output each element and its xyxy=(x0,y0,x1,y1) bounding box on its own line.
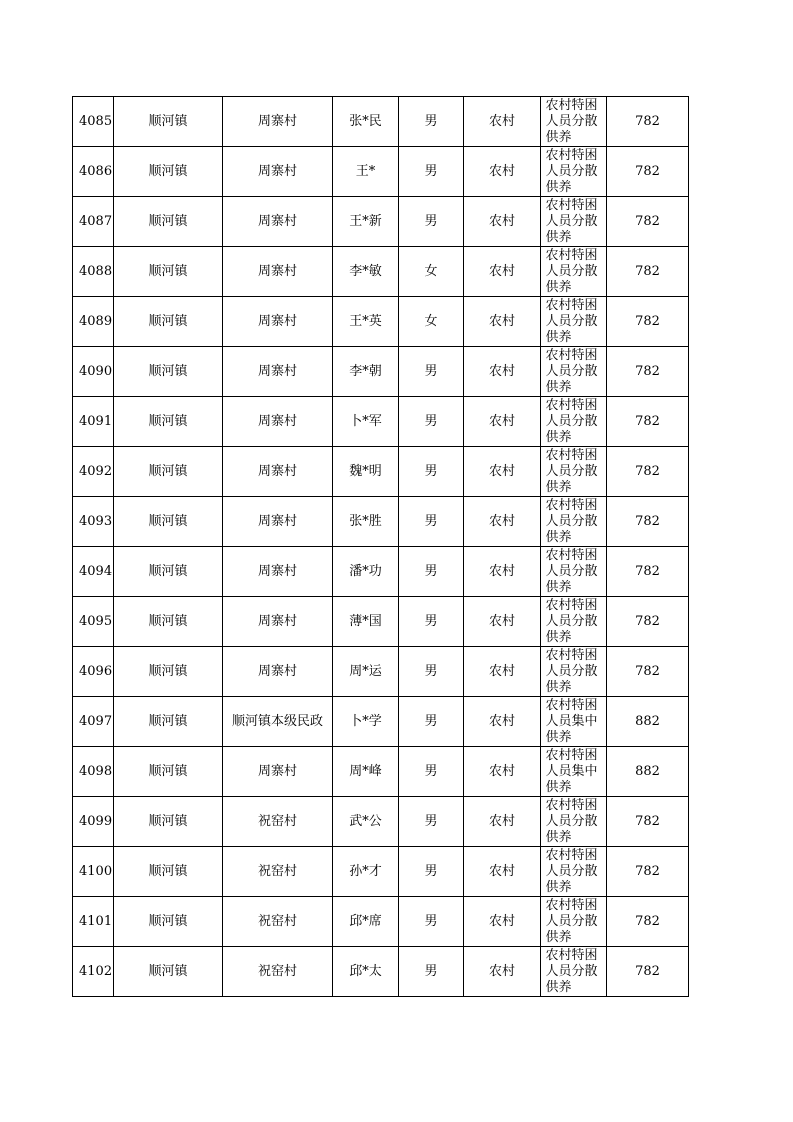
roster-body xyxy=(73,97,689,997)
cell-town: 顺河镇 xyxy=(114,297,223,347)
category-text: 农村特困人员分散供养 xyxy=(545,198,598,244)
cell-town: 顺河镇 xyxy=(114,147,223,197)
cell-category xyxy=(541,897,607,947)
cell-amount: 782 xyxy=(607,97,689,147)
cell-name: 周*峰 xyxy=(333,747,399,797)
table-row xyxy=(73,597,689,647)
table-row xyxy=(73,897,689,947)
cell-category xyxy=(541,547,607,597)
cell-amount: 782 xyxy=(607,497,689,547)
cell-town: 顺河镇 xyxy=(114,597,223,647)
cell-town: 顺河镇 xyxy=(114,347,223,397)
cell-name: 李*敏 xyxy=(333,247,399,297)
table-row xyxy=(73,797,689,847)
cell-category xyxy=(541,147,607,197)
cell-area: 农村 xyxy=(464,647,541,697)
cell-town: 顺河镇 xyxy=(114,747,223,797)
cell-area: 农村 xyxy=(464,597,541,647)
cell-village: 周寨村 xyxy=(223,147,333,197)
cell-id: 4087 xyxy=(73,197,114,247)
cell-id: 4099 xyxy=(73,797,114,847)
table-row xyxy=(73,547,689,597)
cell-id: 4086 xyxy=(73,147,114,197)
cell-town: 顺河镇 xyxy=(114,697,223,747)
table-row xyxy=(73,397,689,447)
category-text: 农村特困人员分散供养 xyxy=(545,448,598,494)
cell-gender: 男 xyxy=(399,197,464,247)
cell-name: 周*运 xyxy=(333,647,399,697)
cell-village: 周寨村 xyxy=(223,447,333,497)
category-text: 农村特困人员分散供养 xyxy=(545,648,598,694)
cell-village: 周寨村 xyxy=(223,547,333,597)
cell-town: 顺河镇 xyxy=(114,797,223,847)
cell-id: 4098 xyxy=(73,747,114,797)
cell-village: 祝窑村 xyxy=(223,897,333,947)
cell-gender: 女 xyxy=(399,297,464,347)
table-row xyxy=(73,947,689,997)
cell-id: 4096 xyxy=(73,647,114,697)
cell-id: 4088 xyxy=(73,247,114,297)
cell-amount: 782 xyxy=(607,197,689,247)
table-row xyxy=(73,297,689,347)
cell-area: 农村 xyxy=(464,847,541,897)
cell-name: 武*公 xyxy=(333,797,399,847)
cell-category xyxy=(541,97,607,147)
cell-amount: 782 xyxy=(607,397,689,447)
cell-category xyxy=(541,747,607,797)
cell-category xyxy=(541,697,607,747)
cell-gender: 男 xyxy=(399,497,464,547)
cell-name: 王*英 xyxy=(333,297,399,347)
cell-village: 周寨村 xyxy=(223,647,333,697)
cell-category xyxy=(541,647,607,697)
cell-gender: 男 xyxy=(399,597,464,647)
cell-gender: 男 xyxy=(399,747,464,797)
cell-amount: 782 xyxy=(607,847,689,897)
cell-category xyxy=(541,947,607,997)
category-text: 农村特困人员分散供养 xyxy=(545,948,598,994)
cell-area: 农村 xyxy=(464,97,541,147)
category-text: 农村特困人员分散供养 xyxy=(545,898,598,944)
cell-name: 邱*太 xyxy=(333,947,399,997)
cell-category xyxy=(541,197,607,247)
cell-village: 周寨村 xyxy=(223,297,333,347)
cell-town: 顺河镇 xyxy=(114,397,223,447)
category-text: 农村特困人员分散供养 xyxy=(545,298,598,344)
cell-name: 孙*才 xyxy=(333,847,399,897)
cell-id: 4097 xyxy=(73,697,114,747)
cell-village: 祝窑村 xyxy=(223,947,333,997)
cell-area: 农村 xyxy=(464,497,541,547)
cell-category xyxy=(541,447,607,497)
cell-id: 4094 xyxy=(73,547,114,597)
cell-amount: 782 xyxy=(607,897,689,947)
table-row xyxy=(73,347,689,397)
table-row xyxy=(73,247,689,297)
category-text: 农村特困人员集中供养 xyxy=(545,698,598,744)
cell-name: 邱*席 xyxy=(333,897,399,947)
cell-area: 农村 xyxy=(464,547,541,597)
cell-town: 顺河镇 xyxy=(114,97,223,147)
cell-category xyxy=(541,497,607,547)
cell-village: 周寨村 xyxy=(223,597,333,647)
cell-id: 4090 xyxy=(73,347,114,397)
cell-amount: 782 xyxy=(607,247,689,297)
cell-gender: 男 xyxy=(399,697,464,747)
cell-town: 顺河镇 xyxy=(114,197,223,247)
cell-category xyxy=(541,597,607,647)
cell-village: 周寨村 xyxy=(223,347,333,397)
table-row xyxy=(73,747,689,797)
cell-amount: 782 xyxy=(607,147,689,197)
cell-town: 顺河镇 xyxy=(114,897,223,947)
category-text: 农村特困人员分散供养 xyxy=(545,598,598,644)
cell-village: 周寨村 xyxy=(223,247,333,297)
category-text: 农村特困人员分散供养 xyxy=(545,348,598,394)
cell-amount: 782 xyxy=(607,297,689,347)
cell-gender: 男 xyxy=(399,147,464,197)
roster-table xyxy=(72,96,689,997)
cell-town: 顺河镇 xyxy=(114,647,223,697)
cell-gender: 男 xyxy=(399,397,464,447)
cell-amount: 882 xyxy=(607,697,689,747)
cell-village: 祝窑村 xyxy=(223,847,333,897)
cell-name: 张*胜 xyxy=(333,497,399,547)
cell-amount: 882 xyxy=(607,747,689,797)
category-text: 农村特困人员分散供养 xyxy=(545,398,598,444)
cell-area: 农村 xyxy=(464,147,541,197)
cell-category xyxy=(541,847,607,897)
cell-id: 4085 xyxy=(73,97,114,147)
cell-name: 李*朝 xyxy=(333,347,399,397)
cell-name: 卜*军 xyxy=(333,397,399,447)
table-row xyxy=(73,697,689,747)
cell-village: 顺河镇本级民政 xyxy=(223,697,333,747)
cell-amount: 782 xyxy=(607,547,689,597)
cell-name: 薄*国 xyxy=(333,597,399,647)
cell-area: 农村 xyxy=(464,347,541,397)
cell-category xyxy=(541,247,607,297)
cell-area: 农村 xyxy=(464,447,541,497)
table-row xyxy=(73,847,689,897)
cell-gender: 男 xyxy=(399,947,464,997)
cell-area: 农村 xyxy=(464,947,541,997)
cell-gender: 男 xyxy=(399,897,464,947)
cell-town: 顺河镇 xyxy=(114,497,223,547)
cell-village: 周寨村 xyxy=(223,97,333,147)
cell-town: 顺河镇 xyxy=(114,847,223,897)
cell-name: 王* xyxy=(333,147,399,197)
category-text: 农村特困人员集中供养 xyxy=(545,748,598,794)
cell-area: 农村 xyxy=(464,797,541,847)
cell-amount: 782 xyxy=(607,647,689,697)
cell-gender: 男 xyxy=(399,97,464,147)
cell-gender: 男 xyxy=(399,547,464,597)
cell-area: 农村 xyxy=(464,297,541,347)
category-text: 农村特困人员分散供养 xyxy=(545,498,598,544)
cell-amount: 782 xyxy=(607,797,689,847)
cell-gender: 男 xyxy=(399,797,464,847)
table-row xyxy=(73,197,689,247)
category-text: 农村特困人员分散供养 xyxy=(545,248,598,294)
cell-village: 周寨村 xyxy=(223,397,333,447)
cell-town: 顺河镇 xyxy=(114,947,223,997)
cell-category xyxy=(541,297,607,347)
cell-category xyxy=(541,397,607,447)
category-text: 农村特困人员分散供养 xyxy=(545,848,598,894)
cell-name: 张*民 xyxy=(333,97,399,147)
cell-gender: 男 xyxy=(399,647,464,697)
cell-town: 顺河镇 xyxy=(114,247,223,297)
cell-category xyxy=(541,347,607,397)
cell-id: 4102 xyxy=(73,947,114,997)
cell-gender: 男 xyxy=(399,447,464,497)
cell-id: 4089 xyxy=(73,297,114,347)
cell-amount: 782 xyxy=(607,347,689,397)
cell-area: 农村 xyxy=(464,197,541,247)
cell-id: 4095 xyxy=(73,597,114,647)
cell-area: 农村 xyxy=(464,747,541,797)
table-row xyxy=(73,497,689,547)
cell-name: 潘*功 xyxy=(333,547,399,597)
cell-amount: 782 xyxy=(607,597,689,647)
category-text: 农村特困人员分散供养 xyxy=(545,98,598,144)
cell-town: 顺河镇 xyxy=(114,447,223,497)
category-text: 农村特困人员分散供养 xyxy=(545,798,598,844)
cell-id: 4093 xyxy=(73,497,114,547)
cell-name: 王*新 xyxy=(333,197,399,247)
table-row xyxy=(73,447,689,497)
cell-village: 周寨村 xyxy=(223,497,333,547)
cell-id: 4091 xyxy=(73,397,114,447)
cell-gender: 男 xyxy=(399,347,464,397)
category-text: 农村特困人员分散供养 xyxy=(545,148,598,194)
cell-town: 顺河镇 xyxy=(114,547,223,597)
cell-area: 农村 xyxy=(464,697,541,747)
table-row xyxy=(73,147,689,197)
table-row xyxy=(73,97,689,147)
cell-area: 农村 xyxy=(464,247,541,297)
cell-area: 农村 xyxy=(464,897,541,947)
cell-village: 祝窑村 xyxy=(223,797,333,847)
cell-amount: 782 xyxy=(607,447,689,497)
category-text: 农村特困人员分散供养 xyxy=(545,548,598,594)
cell-name: 魏*明 xyxy=(333,447,399,497)
cell-category xyxy=(541,797,607,847)
cell-village: 周寨村 xyxy=(223,747,333,797)
table-row xyxy=(73,647,689,697)
cell-village: 周寨村 xyxy=(223,197,333,247)
cell-area: 农村 xyxy=(464,397,541,447)
cell-id: 4101 xyxy=(73,897,114,947)
cell-gender: 男 xyxy=(399,847,464,897)
cell-name: 卜*学 xyxy=(333,697,399,747)
cell-amount: 782 xyxy=(607,947,689,997)
cell-gender: 女 xyxy=(399,247,464,297)
cell-id: 4100 xyxy=(73,847,114,897)
cell-id: 4092 xyxy=(73,447,114,497)
